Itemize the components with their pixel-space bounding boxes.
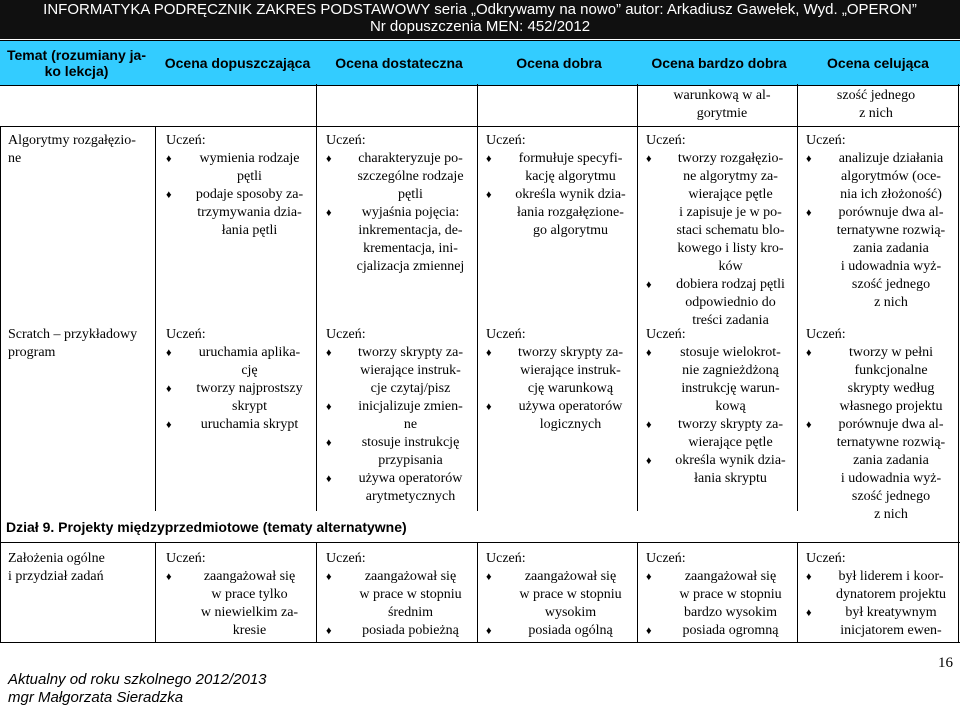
criteria-list [806, 150, 954, 312]
header-col-dost: Ocena dostateczna [335, 55, 463, 71]
bullet-icon: ♦ [806, 607, 812, 619]
section-heading [6, 518, 526, 536]
criteria-line: szczególne rodzaje [357, 169, 464, 184]
criteria-item [486, 398, 633, 434]
criteria-line: w prace tylko [211, 587, 288, 602]
header-topic: Temat (rozumiany ja-ko lekcja) [7, 47, 146, 79]
cell-label: Uczeń: [166, 551, 206, 566]
cell-label: Uczeń: [646, 133, 686, 148]
column-divider [0, 126, 1, 643]
criteria-line: określa wynik dzia- [515, 187, 626, 202]
criteria-line: cję [241, 363, 258, 378]
carry-line: gorytmie [696, 106, 748, 121]
criteria-item [326, 470, 473, 506]
criteria-line: tworzy rozgałęzio- [677, 151, 784, 166]
criteria-line: arytmetycznych [365, 489, 456, 504]
criteria-item [166, 416, 311, 434]
criteria-line: nia ich złożoność) [840, 187, 942, 202]
column-divider [477, 542, 478, 642]
criteria-item [166, 150, 311, 186]
row1-dop-cell [166, 132, 311, 240]
criteria-line: wierające instruk- [520, 363, 621, 378]
topic-line: Algorytmy rozgałęzio- [8, 133, 136, 148]
row3-cel-cell [806, 550, 954, 640]
bullet-icon: ♦ [486, 401, 492, 413]
row2-topic [8, 326, 153, 362]
criteria-line: skrypty według [847, 381, 935, 396]
topic-line: Założenia ogólne [8, 551, 105, 566]
criteria-line: i zapisuje je w po- [679, 205, 782, 220]
criteria-line: treści zadania [692, 313, 769, 328]
bullet-icon: ♦ [326, 473, 332, 485]
bullet-icon: ♦ [326, 437, 332, 449]
criteria-line: zaangażował się [203, 569, 296, 584]
criteria-line: pętli [237, 169, 262, 184]
header-col-cel: Ocena celująca [827, 55, 929, 71]
criteria-line: kację algorytmu [525, 169, 616, 184]
criteria-list [326, 344, 473, 506]
row3-dost-cell [326, 550, 473, 640]
criteria-line: staci schematu blo- [676, 223, 785, 238]
row1-topic [8, 132, 153, 168]
bullet-icon: ♦ [806, 207, 812, 219]
criteria-list [166, 568, 311, 640]
column-divider [637, 542, 638, 642]
bullet-icon: ♦ [166, 571, 172, 583]
column-divider [958, 84, 959, 643]
carry-excellent [806, 87, 946, 123]
row1-cel-cell [806, 132, 954, 312]
column-divider [155, 126, 156, 511]
criteria-list [646, 150, 793, 330]
cell-label: Uczeń: [806, 327, 846, 342]
criteria-line: ternatywne rozwią- [836, 223, 946, 238]
carry-line: warunkową w al- [673, 88, 771, 103]
topic-line: i przydział zadań [8, 569, 104, 584]
criteria-item [326, 622, 473, 640]
criteria-item [646, 276, 793, 330]
header-col-dobra: Ocena dobra [516, 55, 602, 71]
criteria-item [486, 186, 633, 240]
criteria-line: był kreatywnym [845, 605, 937, 620]
row2-dop-cell [166, 326, 311, 434]
cell-label: Uczeń: [486, 133, 526, 148]
cell-label: Uczeń: [646, 327, 686, 342]
bullet-icon: ♦ [326, 571, 332, 583]
criteria-line: inicjalizuje zmien- [358, 399, 463, 414]
bullet-icon: ♦ [806, 153, 812, 165]
criteria-line: odpowiednio do [685, 295, 776, 310]
column-divider [637, 84, 638, 511]
criteria-item [646, 344, 793, 416]
criteria-line: stosuje wielokrot- [680, 345, 781, 360]
criteria-line: zaangażował się [684, 569, 777, 584]
criteria-line: analizuje działania [838, 151, 944, 166]
criteria-item [326, 344, 473, 398]
criteria-item [806, 204, 954, 312]
criteria-item [486, 344, 633, 398]
criteria-line: algorytmów (oce- [841, 169, 941, 184]
criteria-line: w prace w stopniu [519, 587, 622, 602]
bullet-icon: ♦ [646, 625, 652, 637]
criteria-line: określa wynik dzia- [675, 453, 786, 468]
cell-label: Uczeń: [326, 327, 366, 342]
criteria-item [806, 568, 954, 604]
criteria-item [646, 150, 793, 276]
criteria-item [326, 568, 473, 622]
criteria-line: wierające instruk- [360, 363, 461, 378]
bullet-icon: ♦ [646, 347, 652, 359]
bullet-icon: ♦ [486, 153, 492, 165]
criteria-list [646, 344, 793, 488]
criteria-line: z nich [874, 295, 908, 310]
row1-dost-cell [326, 132, 473, 276]
header-col-bdb: Ocena bardzo dobra [651, 55, 787, 71]
criteria-line: zaangażował się [524, 569, 617, 584]
bullet-icon: ♦ [646, 419, 652, 431]
criteria-list [166, 344, 311, 434]
footer-line-2: mgr Małgorzata Sieradzka [8, 689, 184, 706]
column-divider [316, 542, 317, 642]
cell-label: Uczeń: [806, 133, 846, 148]
criteria-line: używa operatorów [358, 471, 463, 486]
carry-vgood [652, 87, 792, 123]
criteria-item [326, 204, 473, 276]
criteria-line: ne algorytmy za- [683, 169, 778, 184]
criteria-line: zania zadania [853, 241, 929, 256]
bullet-icon: ♦ [646, 153, 652, 165]
criteria-line: średnim [387, 605, 434, 620]
criteria-item [806, 150, 954, 204]
bullet-icon: ♦ [486, 625, 492, 637]
bullet-icon: ♦ [166, 189, 172, 201]
topic-line: ne [8, 151, 22, 166]
criteria-line: dynatorem projektu [835, 587, 947, 602]
row3-bdb-cell [646, 550, 793, 640]
cell-label: Uczeń: [326, 133, 366, 148]
page-number: 16 [938, 655, 953, 671]
bullet-icon: ♦ [166, 347, 172, 359]
criteria-line: pętli [398, 187, 423, 202]
cell-label: Uczeń: [806, 551, 846, 566]
bullet-icon: ♦ [806, 347, 812, 359]
topic-line: Scratch – przykładowy [8, 327, 138, 342]
criteria-item [646, 622, 793, 640]
criteria-line: cjalizacja zmiennej [356, 259, 465, 274]
criteria-line: wierające pętle [688, 187, 773, 202]
bullet-icon: ♦ [166, 153, 172, 165]
bullet-icon: ♦ [326, 625, 332, 637]
criteria-line: ków [718, 259, 743, 274]
row2-dost-cell [326, 326, 473, 506]
carry-line: szość jednego [836, 88, 916, 103]
criteria-line: posiada ogromną [682, 623, 779, 638]
bullet-icon: ♦ [646, 455, 652, 467]
criteria-line: wierające pętle [688, 435, 773, 450]
row-divider [0, 542, 960, 543]
criteria-line: inicjatorem ewen- [840, 623, 942, 638]
criteria-line: uruchamia skrypt [200, 417, 299, 432]
criteria-line: skrypt [232, 399, 267, 414]
criteria-list [326, 568, 473, 640]
bullet-icon: ♦ [326, 153, 332, 165]
criteria-line: łania pętli [221, 223, 278, 238]
row2-cel-cell [806, 326, 954, 524]
criteria-line: podaje sposoby za- [195, 187, 304, 202]
row2-bdb-cell [646, 326, 793, 488]
criteria-item [646, 416, 793, 452]
criteria-list [646, 568, 793, 640]
criteria-line: wyjaśnia pojęcia: [361, 205, 460, 220]
criteria-line: szość jednego [851, 489, 931, 504]
carry-line: z nich [859, 106, 893, 121]
criteria-list [326, 150, 473, 276]
criteria-line: charakteryzuje po- [358, 151, 463, 166]
criteria-list [806, 344, 954, 524]
header-col-dop: Ocena dopuszczająca [164, 55, 311, 71]
criteria-line: tworzy skrypty za- [518, 345, 623, 360]
criteria-line: łania rozgałęzione- [517, 205, 624, 220]
row3-topic [8, 550, 153, 586]
criteria-item [486, 622, 633, 640]
bullet-icon: ♦ [166, 383, 172, 395]
criteria-item [166, 568, 311, 640]
criteria-line: ne [403, 417, 418, 432]
bullet-icon: ♦ [646, 279, 652, 291]
criteria-line: własnego projektu [839, 399, 943, 414]
criteria-line: formułuje specyfi- [518, 151, 623, 166]
column-divider [477, 84, 478, 511]
row3-dop-cell [166, 550, 311, 640]
criteria-line: i udowadnia wyż- [840, 471, 942, 486]
footer-line-1: Aktualny od roku szkolnego 2012/2013 [8, 671, 267, 688]
banner-line-1: INFORMATYKA PODRĘCZNIK ZAKRES PODSTAWOWY seria „Odkrywamy na nowo” autor: Arkadiusz Gawełek, Wyd. „OPERON” [43, 1, 917, 18]
criteria-list [486, 344, 633, 434]
table-header [0, 40, 960, 86]
bullet-icon: ♦ [326, 347, 332, 359]
cell-label: Uczeń: [486, 551, 526, 566]
bullet-icon: ♦ [166, 419, 172, 431]
criteria-line: wymienia rodzaje [199, 151, 300, 166]
criteria-line: kową [715, 399, 746, 414]
criteria-line: ternatywne rozwią- [836, 435, 946, 450]
section-heading-text: Dział 9. Projekty międzyprzedmiotowe (tematy alternatywne) [6, 519, 407, 535]
criteria-line: tworzy skrypty za- [678, 417, 783, 432]
criteria-item [646, 452, 793, 488]
row-divider [0, 642, 960, 643]
row2-dobra-cell [486, 326, 633, 434]
criteria-line: kresie [232, 623, 267, 638]
criteria-line: uruchamia aplika- [198, 345, 301, 360]
row3-dobra-cell [486, 550, 633, 640]
criteria-line: szość jednego [851, 277, 931, 292]
criteria-line: stosuje instrukcję [361, 435, 460, 450]
criteria-line: porównuje dwa al- [838, 417, 944, 432]
column-divider [316, 84, 317, 511]
bullet-icon: ♦ [646, 571, 652, 583]
footer [8, 671, 267, 707]
criteria-item [166, 186, 311, 240]
criteria-line: posiada ogólną [528, 623, 613, 638]
criteria-item [326, 398, 473, 434]
column-divider [155, 542, 156, 642]
column-divider [797, 542, 798, 642]
cell-label: Uczeń: [166, 327, 206, 342]
criteria-item [646, 568, 793, 622]
criteria-item [486, 568, 633, 622]
criteria-line: bardzo wysokim [684, 605, 777, 620]
criteria-line: cje czytaj/pisz [370, 381, 451, 396]
column-divider [797, 84, 798, 511]
criteria-line: przypisania [378, 453, 443, 468]
criteria-line: w prace w stopniu [359, 587, 462, 602]
criteria-item [806, 604, 954, 640]
row1-bdb-cell [646, 132, 793, 330]
cell-label: Uczeń: [646, 551, 686, 566]
row1-dobra-cell [486, 132, 633, 240]
criteria-item [326, 434, 473, 470]
criteria-line: kowego i listy kro- [677, 241, 784, 256]
criteria-list [486, 568, 633, 640]
bullet-icon: ♦ [486, 347, 492, 359]
criteria-list [806, 568, 954, 640]
criteria-line: inkrementacja, de- [358, 223, 463, 238]
criteria-item [326, 150, 473, 204]
criteria-line: tworzy skrypty za- [358, 345, 463, 360]
criteria-item [166, 380, 311, 416]
criteria-line: w prace w stopniu [679, 587, 782, 602]
criteria-line: był liderem i koor- [838, 569, 944, 584]
row-divider [0, 126, 960, 127]
criteria-line: go algorytmu [532, 223, 609, 238]
criteria-list [166, 150, 311, 240]
bullet-icon: ♦ [486, 571, 492, 583]
criteria-line: cję warunkową [527, 381, 614, 396]
criteria-line: w niewielkim za- [200, 605, 299, 620]
criteria-list [486, 150, 633, 240]
criteria-line: funkcjonalne [854, 363, 928, 378]
criteria-item [166, 344, 311, 380]
cell-label: Uczeń: [326, 551, 366, 566]
criteria-line: logicznych [539, 417, 602, 432]
criteria-line: używa operatorów [518, 399, 623, 414]
cell-label: Uczeń: [486, 327, 526, 342]
criteria-line: tworzy najprostszy [196, 381, 303, 396]
criteria-line: porównuje dwa al- [838, 205, 944, 220]
criteria-line: z nich [874, 507, 908, 522]
criteria-line: krementacja, ini- [363, 241, 458, 256]
criteria-item [486, 150, 633, 186]
criteria-line: trzymywania dzia- [197, 205, 302, 220]
bullet-icon: ♦ [326, 401, 332, 413]
bullet-icon: ♦ [486, 189, 492, 201]
criteria-item [806, 416, 954, 524]
criteria-line: zaangażował się [364, 569, 457, 584]
criteria-line: i udowadnia wyż- [840, 259, 942, 274]
criteria-line: posiada pobieżną [362, 623, 459, 638]
criteria-item [806, 344, 954, 416]
bullet-icon: ♦ [806, 419, 812, 431]
criteria-line: dobiera rodzaj pętli [676, 277, 785, 292]
criteria-line: nie zagnieżdżoną [682, 363, 779, 378]
topic-line: program [8, 345, 56, 360]
banner-line-2: Nr dopuszczenia MEN: 452/2012 [369, 18, 591, 35]
bullet-icon: ♦ [806, 571, 812, 583]
criteria-line: łania skryptu [694, 471, 767, 486]
page-banner [0, 0, 960, 39]
cell-label: Uczeń: [166, 133, 206, 148]
criteria-line: instrukcję warun- [681, 381, 780, 396]
criteria-line: zania zadania [853, 453, 929, 468]
criteria-line: wysokim [544, 605, 597, 620]
criteria-line: tworzy w pełni [849, 345, 933, 360]
bullet-icon: ♦ [326, 207, 332, 219]
